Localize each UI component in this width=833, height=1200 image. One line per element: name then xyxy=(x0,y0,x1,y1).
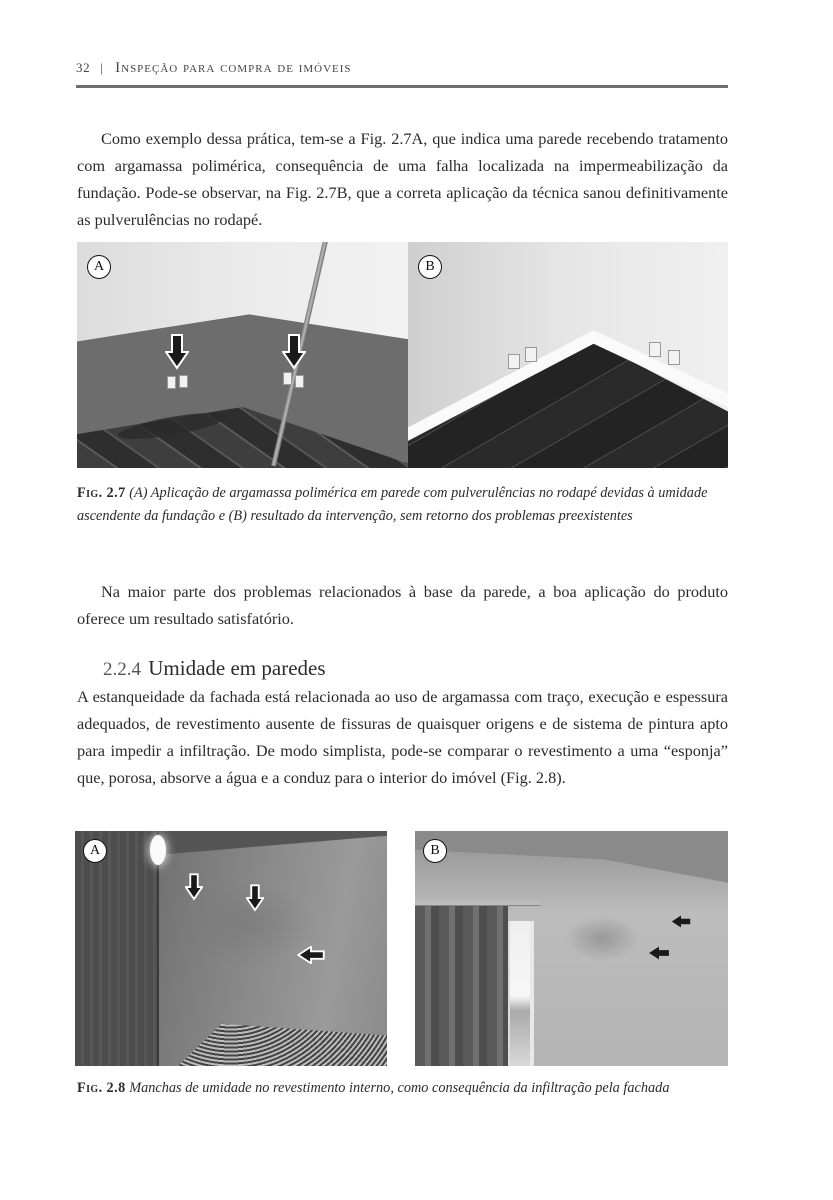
figure-2-8-a-photo xyxy=(75,831,387,1066)
arrow-left-icon xyxy=(648,946,670,960)
panel-label-a: A xyxy=(87,255,111,279)
outlet xyxy=(167,376,176,389)
curtain xyxy=(415,903,508,1066)
figure-2-7-a-photo xyxy=(77,242,408,468)
arrow-down-icon xyxy=(165,334,189,370)
page-number: 32 xyxy=(76,60,91,75)
moisture-stain xyxy=(565,916,640,961)
header-separator: | xyxy=(100,60,104,75)
wardrobe xyxy=(75,831,159,1066)
body-paragraph-2: Na maior parte dos problemas relacionados à base da parede, a boa aplicação do produto oferece um resultado satisfatório. xyxy=(77,582,728,628)
caption-text: Manchas de umidade no revestimento interno, como consequência da infiltração pela fachada xyxy=(129,1080,670,1096)
panel-label-a: A xyxy=(83,839,107,863)
outlet xyxy=(525,347,537,362)
outlet xyxy=(668,350,680,365)
running-head xyxy=(76,60,352,77)
section-title: Umidade em paredes xyxy=(148,656,326,680)
body-paragraph-3: A estanqueidade da fachada está relacionada ao uso de argamassa com traço, execução e espessura adequados, de revestimento ausente de fissuras de quaisquer origens e de sistema de pintura apto para impedir a infiltração. De modo simplista, pode-se comparar o revestimento a uma “esponja” que, porosa, absorve a água e a conduz para o interior do imóvel (Fig. 2.8). xyxy=(77,687,728,787)
outlet xyxy=(295,375,304,388)
panel-label-b: B xyxy=(423,839,447,863)
panel-label-b: B xyxy=(418,255,442,279)
section-number: 2.2.4 xyxy=(103,659,141,680)
figure-2-7-b-photo xyxy=(408,242,728,468)
outlet xyxy=(649,342,661,357)
arrow-down-icon xyxy=(185,873,203,901)
section-heading xyxy=(103,656,326,681)
window xyxy=(508,921,534,1066)
lamp xyxy=(150,835,166,865)
caption-text: (A) Aplicação de argamassa polimérica em parede com pulverulências no rodapé devidas à umidade ascendente da fundação e (B) resultado da intervenção, sem retorno dos problemas preexistentes xyxy=(77,485,708,524)
header-rule xyxy=(76,85,728,88)
arrow-left-icon xyxy=(671,915,691,928)
body-paragraph-1: Como exemplo dessa prática, tem-se a Fig. 2.7A, que indica uma parede recebendo tratamento com argamassa polimérica, consequência de uma falha localizada na impermeabilização da fundação. Pode-se observar, na Fig. 2.7B, que a correta aplicação da técnica sanou definitivamente as pulverulências no rodapé. xyxy=(77,129,728,229)
figure-2-7-caption xyxy=(77,482,737,527)
outlet xyxy=(179,375,188,388)
arrow-down-icon xyxy=(246,884,264,912)
figure-2-8-caption xyxy=(77,1077,737,1100)
curtain-rod xyxy=(415,901,540,906)
outlet xyxy=(508,354,520,369)
caption-figure-id: Fig. 2.8 xyxy=(77,1080,126,1096)
caption-figure-id: Fig. 2.7 xyxy=(77,485,126,501)
figure-2-8-b-photo xyxy=(415,831,728,1066)
book-title: Inspeção para compra de imóveis xyxy=(115,60,352,76)
arrow-left-icon xyxy=(297,946,325,964)
outlet xyxy=(283,372,292,385)
arrow-down-icon xyxy=(282,334,306,370)
